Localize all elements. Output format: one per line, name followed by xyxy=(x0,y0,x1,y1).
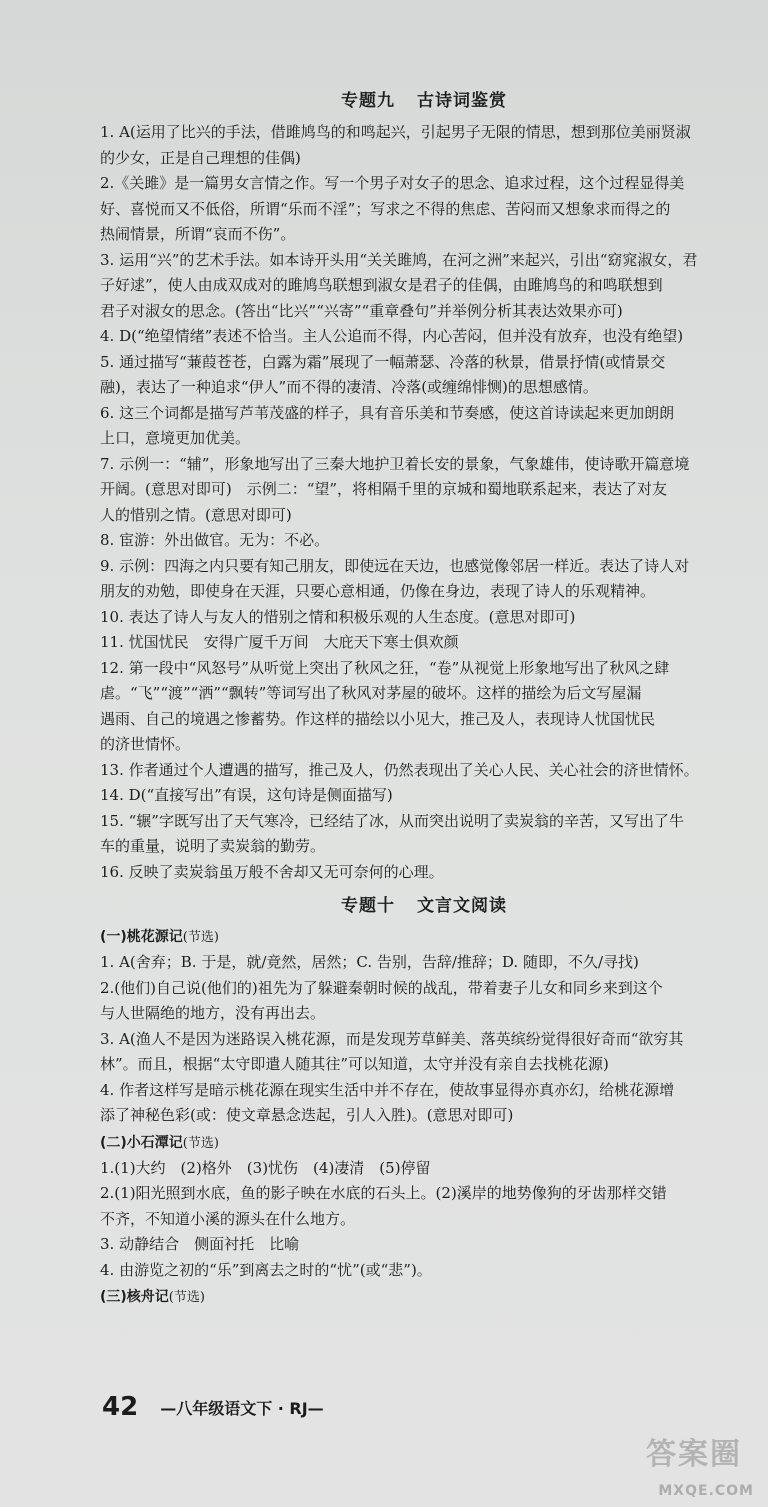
answer-line: 12. 第一段中“风怒号”从听觉上突出了秋风之狂，“卷”从视觉上形象地写出了秋风之肆 xyxy=(100,658,670,677)
section-9-answers xyxy=(100,120,748,885)
answer-line: 3. A(渔人不是因为迷路误入桃花源，而是发现芳草鲜美、落英缤纷觉得很好奇而“欲穷其 xyxy=(100,1029,684,1048)
watermark-logo xyxy=(610,1429,760,1499)
answer-line: 10. 表达了诗人与友人的惜别之情和积极乐观的人生态度。(意思对即可) xyxy=(100,607,576,626)
section-10-title xyxy=(100,893,748,919)
answer-line: 3. 运用“兴”的艺术手法。如本诗开头用“关关雎鸠，在河之洲”来起兴，引出“窈窕淑女，君 xyxy=(100,250,698,269)
answer-line: 融)，表达了一种追求“伊人”而不得的凄清、冷落(或缠绵悱恻)的思想感情。 xyxy=(100,378,598,396)
passage-answers xyxy=(100,950,748,1129)
answer-line: 4. 作者这样写是暗示桃花源在现实生活中并不存在，使故事显得亦真亦幻，给桃花源增 xyxy=(100,1080,675,1099)
passage-note: (节选) xyxy=(182,1135,219,1151)
passage-title: (三)核舟记 xyxy=(100,1289,169,1305)
answer-line: 添了神秘色彩(或：使文章悬念迭起，引人入胜)。(意思对即可) xyxy=(100,1106,514,1124)
answer-line: 子好逑”，使人由成双成对的雎鸠鸟联想到淑女是君子的佳偶，由雎鸠鸟的和鸣联想到 xyxy=(100,276,663,294)
answer-line: 车的重量，说明了卖炭翁的勤劳。 xyxy=(100,837,326,855)
passage-note: (节选) xyxy=(182,930,219,945)
answer-line: 6. 这三个词都是描写芦苇茂盛的样子，具有音乐美和节奏感，使这首诗读起来更加朗朗 xyxy=(100,403,675,422)
answer-line: 虐。“飞”“渡”“洒”“飘转”等词写出了秋风对茅屋的破坏。这样的描绘为后文写屋漏 xyxy=(100,684,642,702)
section-9-heading: 古诗词鉴赏 xyxy=(417,91,507,111)
section-9-number: 专题九 xyxy=(341,91,395,111)
answer-line: 的少女，正是自己理想的佳偶) xyxy=(100,148,301,167)
answer-line: 1.(1)大约 (2)格外 (3)忧伤 (4)凄清 (5)停留 xyxy=(100,1158,431,1177)
passage-heading xyxy=(100,1285,748,1310)
answer-line: 的济世情怀。 xyxy=(100,735,191,753)
answer-line: 4. D(“绝望情绪”表述不恰当。主人公追而不得，内心苦闷，但并没有放弃，也没有绝望) xyxy=(100,327,684,345)
answer-line: 8. 宦游：外出做官。无为：不必。 xyxy=(100,531,330,549)
answer-line: 11. 忧国忧民 安得广厦千万间 大庇天下寒士俱欢颜 xyxy=(100,633,459,651)
answer-line: 人的惜别之情。(意思对即可) xyxy=(100,505,292,524)
passage-note: (节选) xyxy=(168,1290,205,1305)
answer-line: 7. 示例一：“辅”，形象地写出了三秦大地护卫着长安的景象，气象雄伟，使诗歌开篇意境 xyxy=(100,454,690,473)
section-10-heading: 文言文阅读 xyxy=(417,896,507,916)
passage-heading xyxy=(100,1131,748,1156)
book-label: —八年级语文下 · RJ— xyxy=(160,1398,324,1418)
answer-line: 15. “辗”字既写出了天气寒冷，已经结了冰，从而突出说明了卖炭翁的辛苦，又写出了牛 xyxy=(100,811,684,830)
answer-line: 遇雨、自己的境遇之惨蓄势。作这样的描绘以小见大，推己及人，表现诗人忧国忧民 xyxy=(100,709,656,728)
answer-line: 2.《关雎》是一篇男女言情之作。写一个男子对女子的思念、追求过程，这个过程显得美 xyxy=(100,174,685,192)
answer-line: 1. A(舍弃；B. 于是，就/竟然，居然；C. 告别，告辞/推辞；D. 随即，不久/寻找) xyxy=(100,953,639,971)
answer-line: 4. 由游览之初的“乐”到离去之时的“忧”(或“悲”)。 xyxy=(100,1260,432,1279)
answer-line: 14. D(“直接写出”有误，这句诗是侧面描写) xyxy=(100,786,393,804)
answer-line: 16. 反映了卖炭翁虽万般不舍却又无可奈何的心理。 xyxy=(100,862,444,881)
answer-line: 2.(1)阳光照到水底，鱼的影子映在水底的石头上。(2)溪岸的地势像狗的牙齿那样交错 xyxy=(100,1184,667,1202)
answer-line: 热闹情景，所谓“哀而不伤”。 xyxy=(100,225,296,243)
page-footer xyxy=(102,1390,324,1424)
answer-line: 朋友的劝勉，即使身在天涯，只要心意相通，仍像在身边，表现了诗人的乐观精神。 xyxy=(100,582,656,600)
passage-title: (一)桃花源记 xyxy=(100,929,183,945)
passage-answers xyxy=(100,1156,748,1284)
passage-title: (二)小石潭记 xyxy=(100,1134,183,1151)
answer-line: 3. 动静结合 侧面衬托 比喻 xyxy=(100,1235,300,1253)
section-10-number: 专题十 xyxy=(341,896,395,916)
page-number: 42 xyxy=(102,1392,139,1422)
answer-line: 开阔。(意思对即可) 示例二：“望”，将相隔千里的京城和蜀地联系起来，表达了对友 xyxy=(100,480,668,498)
section-9-title xyxy=(100,88,748,114)
section-10-answers xyxy=(100,925,748,1310)
answer-line: 与人世隔绝的地方，没有再出去。 xyxy=(100,1004,326,1022)
passage-heading xyxy=(100,925,748,950)
watermark-url: MXQE.COM xyxy=(658,1483,754,1499)
answer-line: 不齐，不知道小溪的源头在什么地方。 xyxy=(100,1209,356,1228)
answer-line: 1. A(运用了比兴的手法，借雎鸠鸟的和鸣起兴，引起男子无限的情思，想到那位美丽贤淑 xyxy=(100,123,691,141)
answer-content xyxy=(100,88,748,1310)
answer-line: 5. 通过描写“蒹葭苍苍，白露为霜”展现了一幅萧瑟、冷落的秋景，借景抒情(或情景交 xyxy=(100,352,666,371)
answer-line: 林”。而且，根据“太守即遣人随其往”可以知道，太守并没有亲自去找桃花源) xyxy=(100,1055,609,1073)
answer-line: 好、喜悦而又不低俗，所谓“乐而不淫”；写求之不得的焦虑、苦闷而又想象求而得之的 xyxy=(100,199,671,218)
answer-line: 2.(他们)自己说(他们的)祖先为了躲避秦朝时候的战乱，带着妻子儿女和同乡来到这个 xyxy=(100,978,663,997)
watermark-text: 答案圈 xyxy=(646,1437,742,1472)
answer-line: 上口，意境更加优美。 xyxy=(100,429,251,447)
answer-line: 君子对淑女的思念。(答出“比兴”“兴寄”“重章叠句”并举例分析其表达效果亦可) xyxy=(100,301,623,320)
answer-line: 13. 作者通过个人遭遇的描写，推己及人，仍然表现出了关心人民、关心社会的济世情怀。 xyxy=(100,760,699,779)
answer-line: 9. 示例：四海之内只要有知己朋友，即使远在天边，也感觉像邻居一样近。表达了诗人对 xyxy=(100,556,690,575)
